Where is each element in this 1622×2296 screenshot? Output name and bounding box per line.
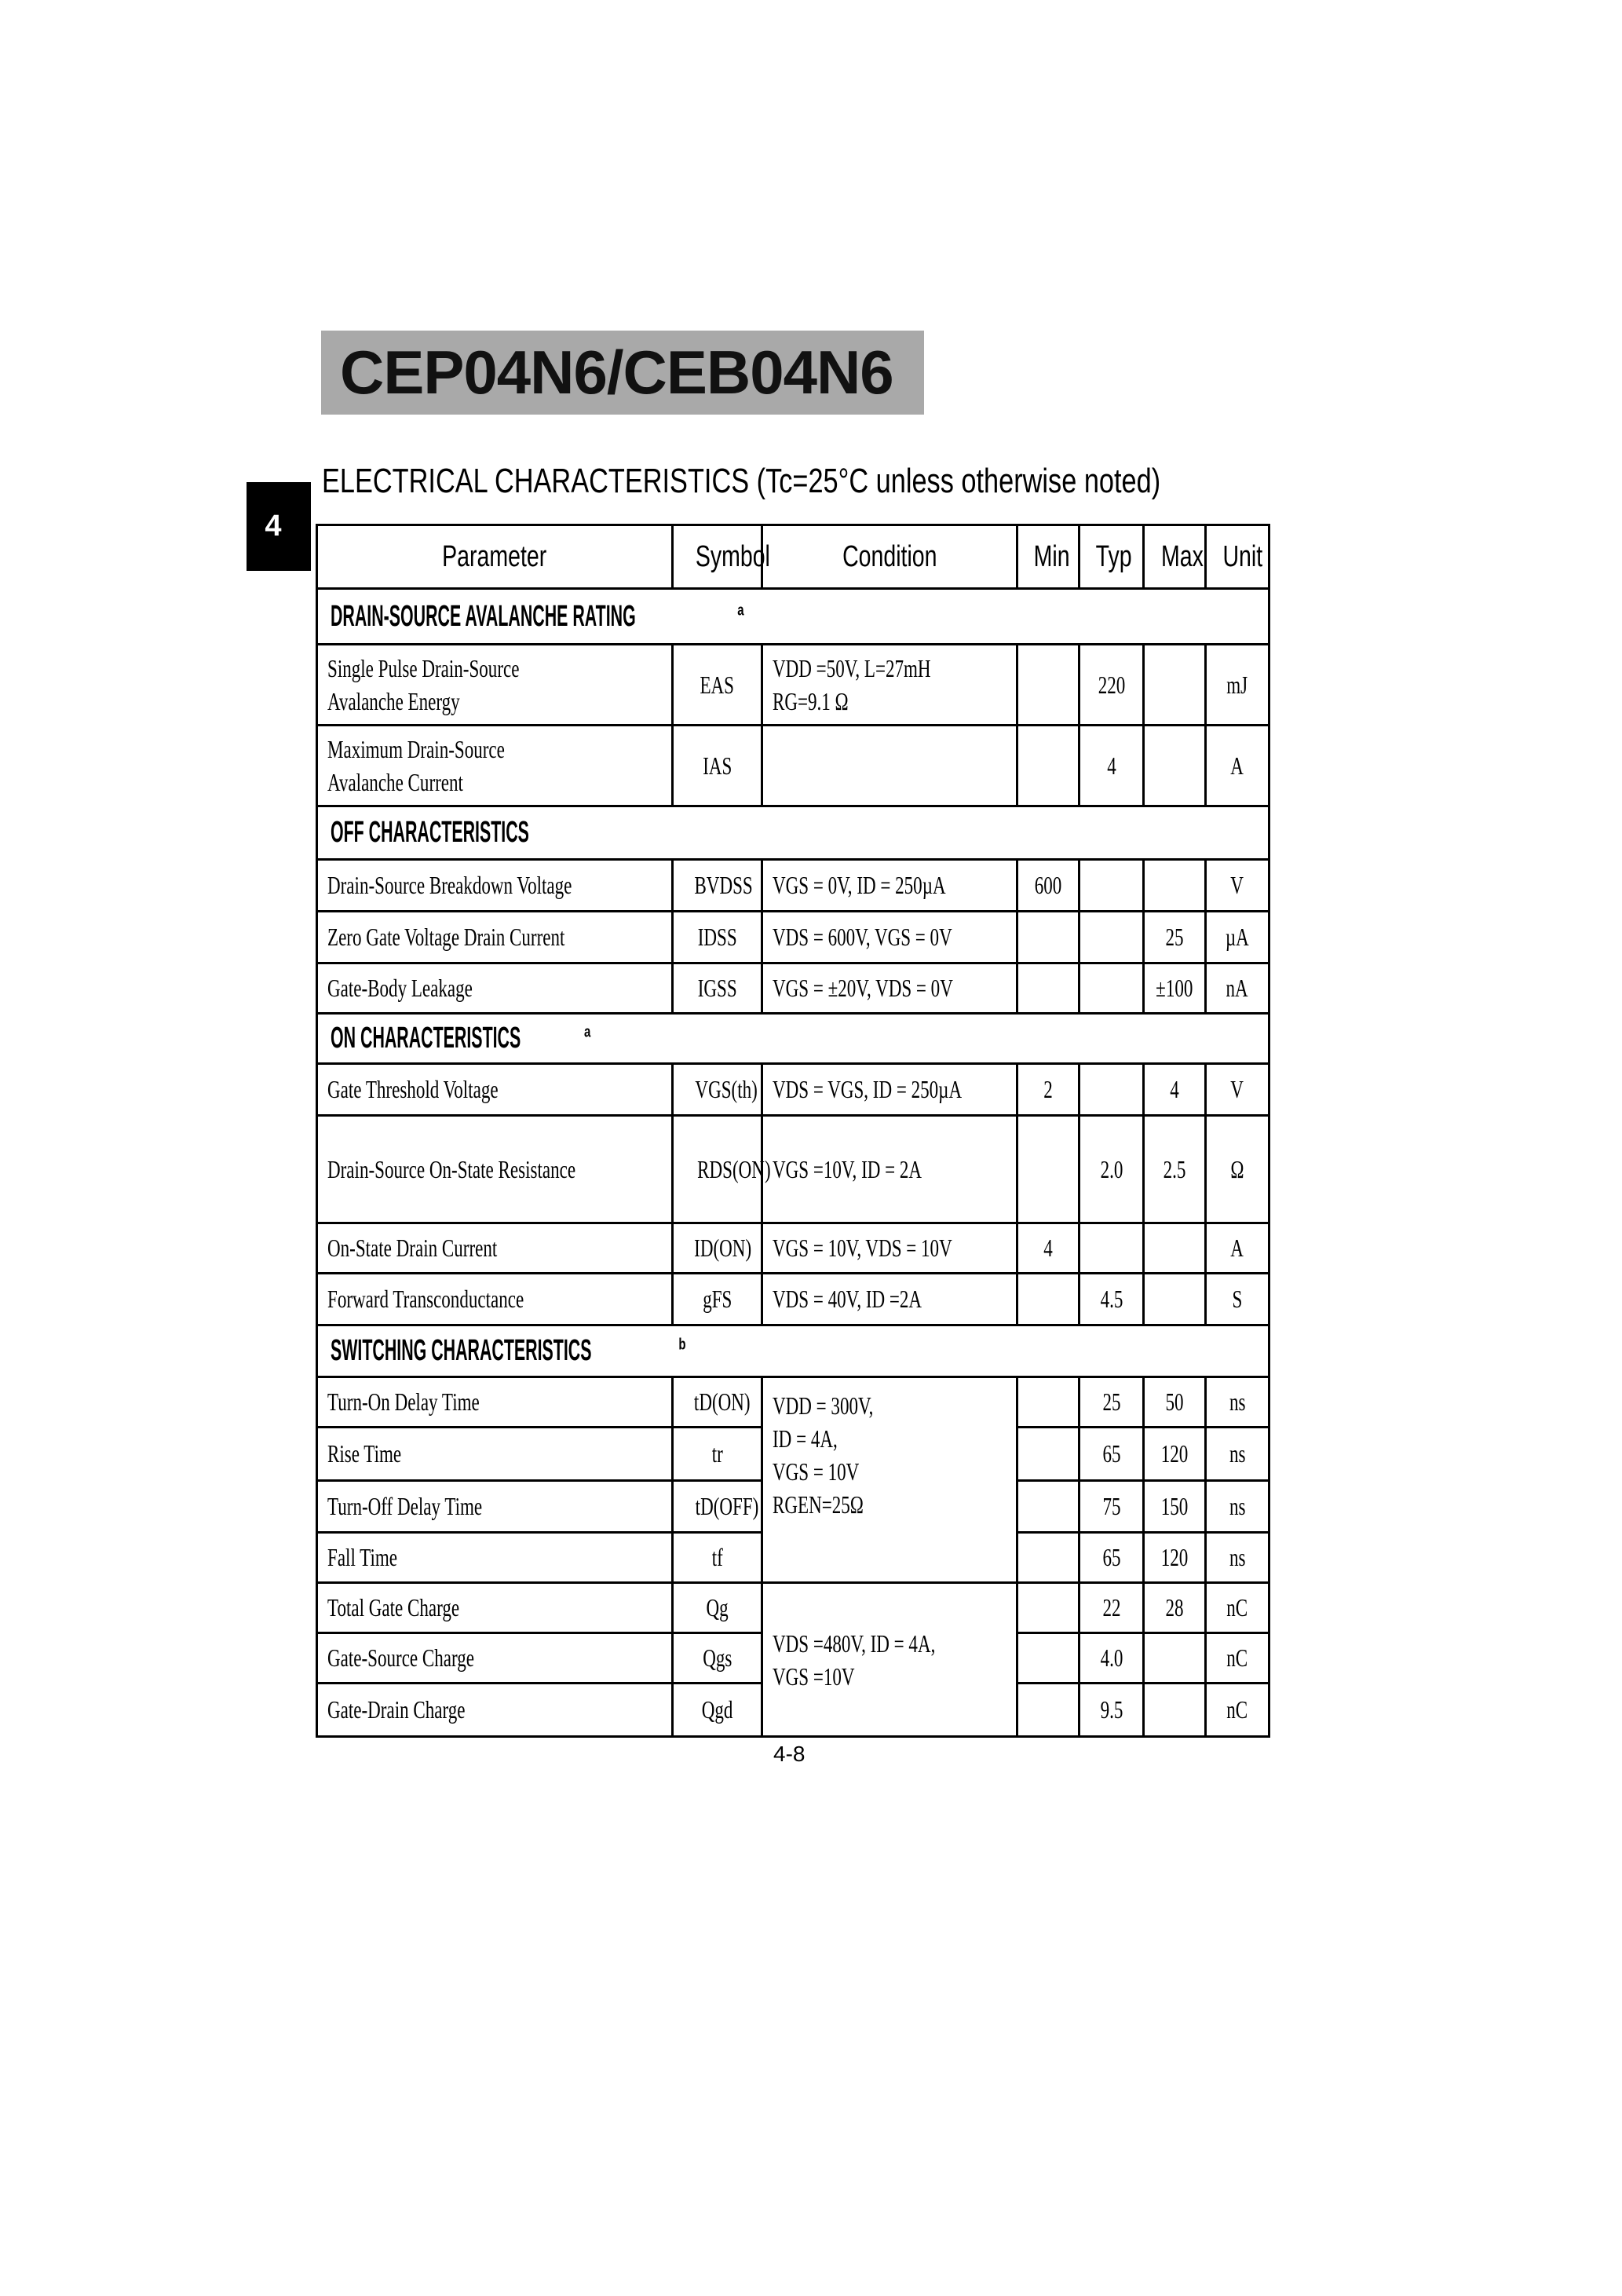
table-row [317, 912, 1269, 963]
condition-cell: VGS =10V, ID = 2A [762, 1116, 1017, 1223]
symbol-cell: Qgd [673, 1684, 762, 1737]
symbol-cell: Qgs [673, 1633, 762, 1684]
parameter-cell: Gate Threshold Voltage [317, 1064, 673, 1116]
unit-cell: ns [1206, 1481, 1269, 1533]
part-number-title: CEP04N6/CEB04N6 [340, 338, 893, 407]
typ-cell [1080, 860, 1144, 912]
typ-cell: 220 [1080, 645, 1144, 726]
typ-cell: 65 [1080, 1533, 1144, 1583]
unit-cell: Ω [1206, 1116, 1269, 1223]
condition-cell: VGS = 10V, VDS = 10V [762, 1223, 1017, 1274]
parameter-cell: Turn-Off Delay Time [317, 1481, 673, 1533]
unit-cell: A [1206, 726, 1269, 806]
symbol-cell: tr [673, 1428, 762, 1481]
symbol-cell: IGSS [673, 963, 762, 1014]
max-cell [1144, 726, 1206, 806]
unit-cell: mJ [1206, 645, 1269, 726]
max-cell [1144, 1223, 1206, 1274]
charge-condition-cell: VDS =480V, ID = 4A, VGS =10V [762, 1583, 1017, 1737]
condition-cell: VDS = 600V, VGS = 0V [762, 912, 1017, 963]
max-cell [1144, 1633, 1206, 1684]
table-row [317, 1223, 1269, 1274]
table-row [317, 1274, 1269, 1325]
unit-cell: nC [1206, 1583, 1269, 1633]
condition-cell [762, 726, 1017, 806]
parameter-cell: Turn-On Delay Time [317, 1377, 673, 1428]
parameter-cell: Gate-Body Leakage [317, 963, 673, 1014]
header-condition: Condition [762, 525, 1017, 589]
max-cell: 4 [1144, 1064, 1206, 1116]
typ-cell: 4.5 [1080, 1274, 1144, 1325]
symbol-cell: RDS(ON) [673, 1116, 762, 1223]
min-cell [1017, 963, 1080, 1014]
symbol-cell: ID(ON) [673, 1223, 762, 1274]
symbol-cell: VGS(th) [673, 1064, 762, 1116]
parameter-cell: Maximum Drain-Source Avalanche Current [317, 726, 673, 806]
symbol-cell: tD(ON) [673, 1377, 762, 1428]
section-switching: SWITCHING CHARACTERISTICS $^b$ [317, 1325, 1269, 1377]
table-row [317, 963, 1269, 1014]
max-cell: 28 [1144, 1583, 1206, 1633]
max-cell [1144, 1684, 1206, 1737]
chapter-tab: 4 [247, 482, 311, 571]
typ-cell: 2.0 [1080, 1116, 1144, 1223]
unit-cell: ns [1206, 1377, 1269, 1428]
min-cell [1017, 1481, 1080, 1533]
unit-cell: S [1206, 1274, 1269, 1325]
unit-cell: nC [1206, 1684, 1269, 1737]
section-on: ON CHARACTERISTICS $^a$ [317, 1014, 1269, 1064]
min-cell [1017, 1533, 1080, 1583]
section-avalanche: DRAIN-SOURCE AVALANCHE RATING $^a$ [317, 589, 1269, 645]
max-cell: 50 [1144, 1377, 1206, 1428]
max-cell: 150 [1144, 1481, 1206, 1533]
typ-cell [1080, 1223, 1144, 1274]
table-header-row [317, 525, 1269, 589]
typ-cell: 9.5 [1080, 1684, 1144, 1737]
unit-cell: A [1206, 1223, 1269, 1274]
min-cell [1017, 912, 1080, 963]
typ-cell [1080, 912, 1144, 963]
condition-cell: VGS = ±20V, VDS = 0V [762, 963, 1017, 1014]
symbol-cell: EAS [673, 645, 762, 726]
parameter-cell: Single Pulse Drain-Source Avalanche Energy [317, 645, 673, 726]
symbol-cell: IAS [673, 726, 762, 806]
unit-cell: nA [1206, 963, 1269, 1014]
max-cell: 2.5 [1144, 1116, 1206, 1223]
header-max: Max [1144, 525, 1206, 589]
parameter-cell: On-State Drain Current [317, 1223, 673, 1274]
condition-cell: VGS = 0V, ID = 250µA [762, 860, 1017, 912]
condition-cell: VDD =50V, L=27mH RG=9.1 Ω [762, 645, 1017, 726]
min-cell [1017, 1274, 1080, 1325]
typ-cell: 4.0 [1080, 1633, 1144, 1684]
parameter-cell: Rise Time [317, 1428, 673, 1481]
parameter-cell: Gate-Source Charge [317, 1633, 673, 1684]
condition-cell: VDS = VGS, ID = 250µA [762, 1064, 1017, 1116]
header-min: Min [1017, 525, 1080, 589]
max-cell: 120 [1144, 1533, 1206, 1583]
unit-cell: ns [1206, 1428, 1269, 1481]
table-row [317, 1064, 1269, 1116]
min-cell [1017, 1428, 1080, 1481]
symbol-cell: BVDSS [673, 860, 762, 912]
max-cell: 120 [1144, 1428, 1206, 1481]
unit-cell: V [1206, 1064, 1269, 1116]
section-off: OFF CHARACTERISTICS [317, 806, 1269, 860]
unit-cell: V [1206, 860, 1269, 912]
table-row [317, 1377, 1269, 1428]
parameter-cell: Drain-Source On-State Resistance [317, 1116, 673, 1223]
parameter-cell: Drain-Source Breakdown Voltage [317, 860, 673, 912]
typ-cell: 4 [1080, 726, 1144, 806]
switching-condition-cell: VDD = 300V, ID = 4A, VGS = 10V RGEN=25Ω [762, 1377, 1017, 1583]
typ-cell: 65 [1080, 1428, 1144, 1481]
symbol-cell: IDSS [673, 912, 762, 963]
typ-cell [1080, 963, 1144, 1014]
unit-cell: ns [1206, 1533, 1269, 1583]
min-cell [1017, 726, 1080, 806]
max-cell [1144, 860, 1206, 912]
table-row [317, 726, 1269, 806]
header-symbol: Symbol [673, 525, 762, 589]
parameter-cell: Zero Gate Voltage Drain Current [317, 912, 673, 963]
table-row [317, 860, 1269, 912]
min-cell [1017, 1583, 1080, 1633]
parameter-cell: Fall Time [317, 1533, 673, 1583]
parameter-cell: Total Gate Charge [317, 1583, 673, 1633]
min-cell: 2 [1017, 1064, 1080, 1116]
header-parameter: Parameter [317, 525, 673, 589]
unit-cell: nC [1206, 1633, 1269, 1684]
symbol-cell: gFS [673, 1274, 762, 1325]
electrical-characteristics-table [316, 524, 1270, 1738]
symbol-cell: tD(OFF) [673, 1481, 762, 1533]
min-cell [1017, 1116, 1080, 1223]
parameter-cell: Forward Transconductance [317, 1274, 673, 1325]
header-typ: Typ [1080, 525, 1144, 589]
condition-cell: VDS = 40V, ID =2A [762, 1274, 1017, 1325]
table-row [317, 1116, 1269, 1223]
max-cell [1144, 1274, 1206, 1325]
table-row [317, 645, 1269, 726]
max-cell: ±100 [1144, 963, 1206, 1014]
typ-cell: 22 [1080, 1583, 1144, 1633]
unit-cell: µA [1206, 912, 1269, 963]
min-cell: 4 [1017, 1223, 1080, 1274]
electrical-characteristics-heading: ELECTRICAL CHARACTERISTICS (Tc=25°C unless otherwise noted) [322, 462, 1161, 500]
page-number: 4-8 [773, 1742, 806, 1766]
typ-cell: 75 [1080, 1481, 1144, 1533]
symbol-cell: tf [673, 1533, 762, 1583]
parameter-cell: Gate-Drain Charge [317, 1684, 673, 1737]
symbol-cell: Qg [673, 1583, 762, 1633]
max-cell: 25 [1144, 912, 1206, 963]
typ-cell: 25 [1080, 1377, 1144, 1428]
min-cell: 600 [1017, 860, 1080, 912]
min-cell [1017, 1633, 1080, 1684]
table-row [317, 1583, 1269, 1633]
part-number-title-box [321, 331, 924, 415]
header-unit: Unit [1206, 525, 1269, 589]
min-cell [1017, 1377, 1080, 1428]
typ-cell [1080, 1064, 1144, 1116]
max-cell [1144, 645, 1206, 726]
min-cell [1017, 645, 1080, 726]
min-cell [1017, 1684, 1080, 1737]
